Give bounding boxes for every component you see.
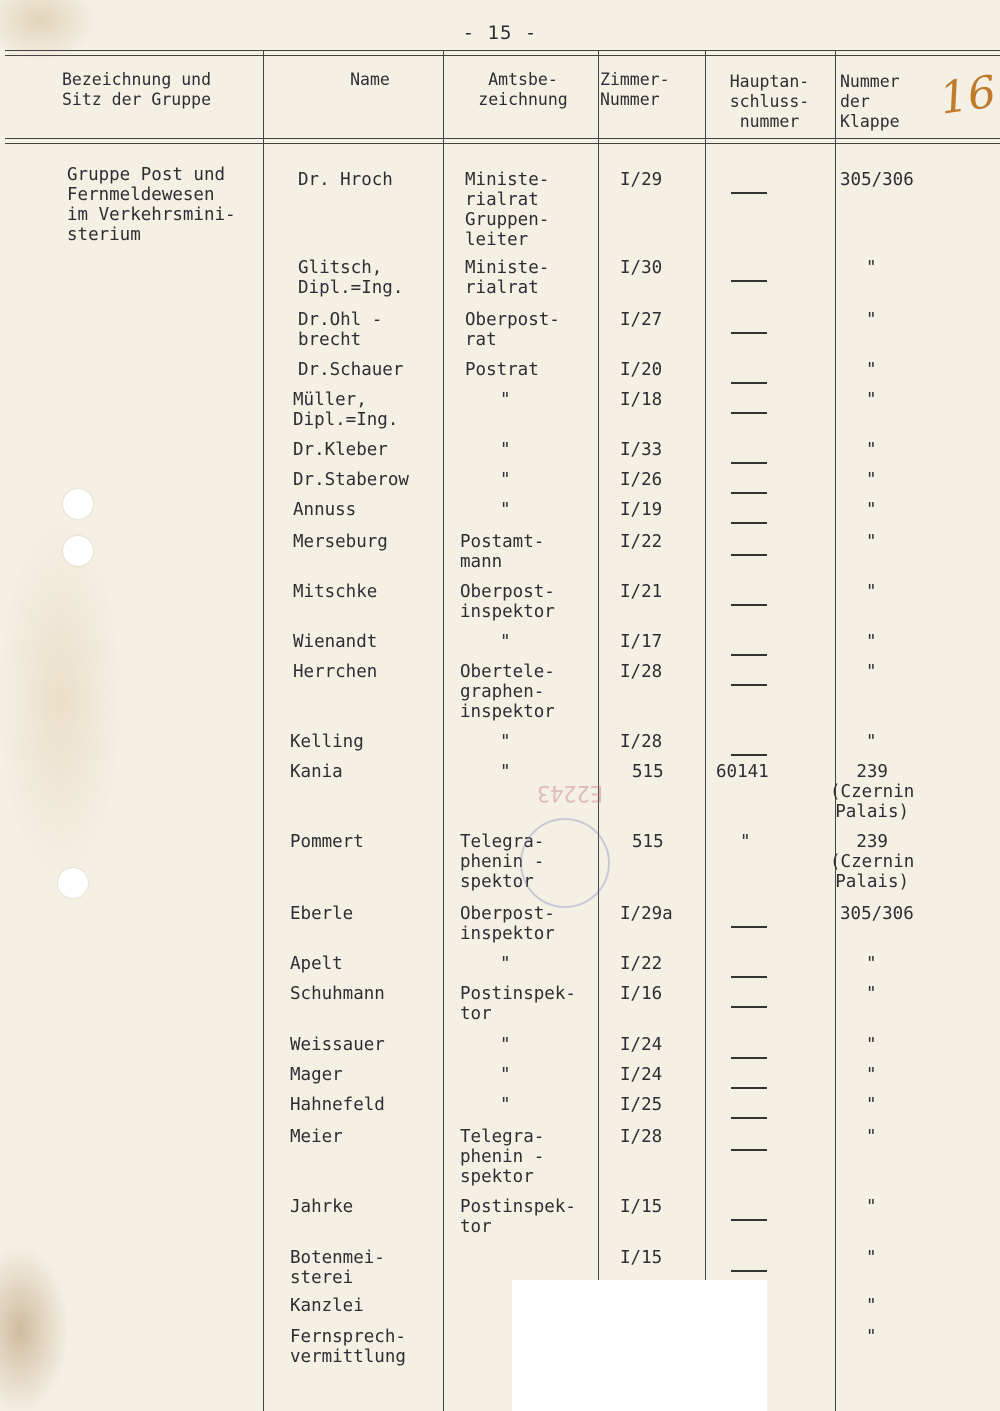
row-main-dash (731, 926, 767, 928)
header-room: Zimmer- Nummer (600, 70, 670, 109)
row-flap: " (866, 1095, 877, 1115)
row-title: Postinspek- tor (460, 984, 576, 1024)
row-name: Mager (290, 1065, 343, 1085)
row-main-dash (731, 412, 767, 414)
column-divider (705, 50, 706, 1290)
row-flap: " (866, 532, 877, 552)
row-name: Wienandt (293, 632, 378, 652)
row-title: " (500, 762, 511, 782)
row-flap: 305/306 (840, 904, 914, 924)
row-title: " (500, 1065, 511, 1085)
row-flap: " (866, 582, 877, 602)
row-name: Dr.Kleber (293, 440, 388, 460)
row-main-line: " (740, 832, 751, 852)
row-flap: 239 (Czernin Palais) (830, 832, 915, 892)
row-name: Herrchen (293, 662, 378, 682)
row-flap: " (866, 732, 877, 752)
row-flap: " (866, 390, 877, 410)
row-flap: " (866, 470, 877, 490)
group-label: Gruppe Post und Fernmeldewesen im Verkehrsmini- sterium (67, 165, 236, 245)
row-name: Kanzlei (290, 1296, 364, 1316)
row-title: " (500, 440, 511, 460)
row-main-dash (731, 280, 767, 282)
row-title: Postrat (465, 360, 539, 380)
row-title: Ministe- rialrat Gruppen- leiter (465, 170, 550, 250)
row-main-dash (731, 554, 767, 556)
row-room: I/16 (620, 984, 663, 1004)
row-flap: " (866, 1035, 877, 1055)
row-room: I/27 (620, 310, 663, 330)
row-name: Mitschke (293, 582, 378, 602)
row-name: Merseburg (293, 532, 388, 552)
row-name: Kania (290, 762, 343, 782)
row-room: I/29a (620, 904, 673, 924)
column-divider (263, 50, 264, 1411)
row-room: I/29 (620, 170, 663, 190)
row-title: Telegra- phenin - spektor (460, 832, 545, 892)
row-name: Jahrke (290, 1197, 354, 1217)
row-flap: " (866, 1197, 877, 1217)
faded-stamp (520, 818, 610, 908)
page-number: - 15 - (462, 22, 538, 44)
row-name: Fernsprech- vermittlung (290, 1327, 406, 1367)
row-room: I/24 (620, 1065, 663, 1085)
row-main-dash (731, 522, 767, 524)
row-flap: " (866, 258, 877, 278)
row-flap: " (866, 954, 877, 974)
row-flap: " (866, 1296, 877, 1316)
row-room: I/15 (620, 1248, 663, 1268)
row-main-dash (731, 654, 767, 656)
row-title: " (500, 732, 511, 752)
row-title: " (500, 470, 511, 490)
row-name: Dr.Staberow (293, 470, 409, 490)
header-main-line: Hauptan- schluss- nummer (729, 72, 810, 131)
row-name: Dr. Hroch (298, 170, 393, 190)
column-divider (835, 50, 836, 1411)
row-title: " (500, 500, 511, 520)
row-title: " (500, 1095, 511, 1115)
row-room: I/21 (620, 582, 663, 602)
row-main-dash (731, 462, 767, 464)
row-room: I/28 (620, 732, 663, 752)
punch-hole (63, 489, 93, 519)
row-room: I/28 (620, 662, 663, 682)
header-bottom-rule (5, 138, 1000, 139)
row-title: " (500, 632, 511, 652)
row-name: Apelt (290, 954, 343, 974)
row-room: I/25 (620, 1095, 663, 1115)
redaction-box (512, 1280, 767, 1411)
row-main-dash (731, 604, 767, 606)
row-flap: " (866, 1248, 877, 1268)
row-title: Telegra- phenin - spektor (460, 1127, 545, 1187)
row-title: Obertele- graphen- inspektor (460, 662, 555, 722)
row-name: Schuhmann (290, 984, 385, 1004)
row-name: Dr.Schauer (298, 360, 404, 380)
punch-hole (63, 536, 93, 566)
row-name: Dr.Ohl - brecht (298, 310, 383, 350)
row-room: 515 (632, 832, 664, 852)
row-main-dash (731, 1006, 767, 1008)
row-name: Meier (290, 1127, 343, 1147)
row-flap: " (866, 662, 877, 682)
row-name: Botenmei- sterei (290, 1248, 385, 1288)
row-room: I/17 (620, 632, 663, 652)
row-flap: 239 (Czernin Palais) (830, 762, 915, 822)
row-main-dash (731, 1219, 767, 1221)
header-name: Name (350, 70, 390, 89)
row-name: Eberle (290, 904, 354, 924)
row-main-dash (731, 332, 767, 334)
row-room: I/33 (620, 440, 663, 460)
row-main-dash (731, 1087, 767, 1089)
row-main-dash (731, 1149, 767, 1151)
row-flap: " (866, 500, 877, 520)
row-flap: " (866, 1327, 877, 1347)
row-flap: " (866, 632, 877, 652)
row-main-dash (731, 382, 767, 384)
row-main-dash (731, 1057, 767, 1059)
row-flap: 305/306 (840, 170, 914, 190)
row-room: I/22 (620, 954, 663, 974)
row-title: Postinspek- tor (460, 1197, 576, 1237)
row-name: Glitsch, Dipl.=Ing. (298, 258, 404, 298)
row-title: Oberpost- inspektor (460, 582, 555, 622)
row-room: 515 (632, 762, 664, 782)
row-name: Annuss (293, 500, 357, 520)
row-name: Pommert (290, 832, 364, 852)
row-room: I/26 (620, 470, 663, 490)
row-title: Postamt- mann (460, 532, 545, 572)
row-main-dash (731, 192, 767, 194)
row-room: I/15 (620, 1197, 663, 1217)
row-main-dash (731, 492, 767, 494)
row-flap: " (866, 360, 877, 380)
row-flap: " (866, 1127, 877, 1147)
row-main-dash (731, 1117, 767, 1119)
row-room: I/18 (620, 390, 663, 410)
row-main-dash (731, 976, 767, 978)
row-main-dash (731, 754, 767, 756)
row-title: Ministe- rialrat (465, 258, 550, 298)
row-room: I/19 (620, 500, 663, 520)
header-bottom-rule-2 (5, 143, 1000, 144)
row-title: " (500, 1035, 511, 1055)
row-flap: " (866, 1065, 877, 1085)
row-flap: " (866, 984, 877, 1004)
row-name: Kelling (290, 732, 364, 752)
row-main-dash (731, 1270, 767, 1272)
handwritten-page-number: 16 (936, 66, 1000, 125)
row-room: I/24 (620, 1035, 663, 1055)
header-flap: Nummer der Klappe (840, 72, 900, 131)
row-room: I/30 (620, 258, 663, 278)
row-name: Weissauer (290, 1035, 385, 1055)
header-title: Amtsbe- zeichnung (478, 70, 568, 109)
row-room: I/22 (620, 532, 663, 552)
row-room: I/20 (620, 360, 663, 380)
row-main-dash (731, 684, 767, 686)
row-name: Müller, Dipl.=Ing. (293, 390, 399, 430)
row-title: Oberpost- inspektor (460, 904, 555, 944)
column-divider (443, 50, 444, 1411)
row-main-line: 60141 (716, 762, 769, 782)
row-title: " (500, 954, 511, 974)
punch-hole (58, 868, 88, 898)
table-top-rule (5, 50, 1000, 51)
column-divider (598, 50, 599, 1290)
stamp-number: E2243 (537, 780, 604, 805)
row-title: Oberpost- rat (465, 310, 560, 350)
row-room: I/28 (620, 1127, 663, 1147)
table-top-rule-2 (5, 55, 1000, 56)
row-flap: " (866, 440, 877, 460)
row-name: Hahnefeld (290, 1095, 385, 1115)
row-title: " (500, 390, 511, 410)
row-flap: " (866, 310, 877, 330)
header-group: Bezeichnung und Sitz der Gruppe (62, 70, 212, 109)
